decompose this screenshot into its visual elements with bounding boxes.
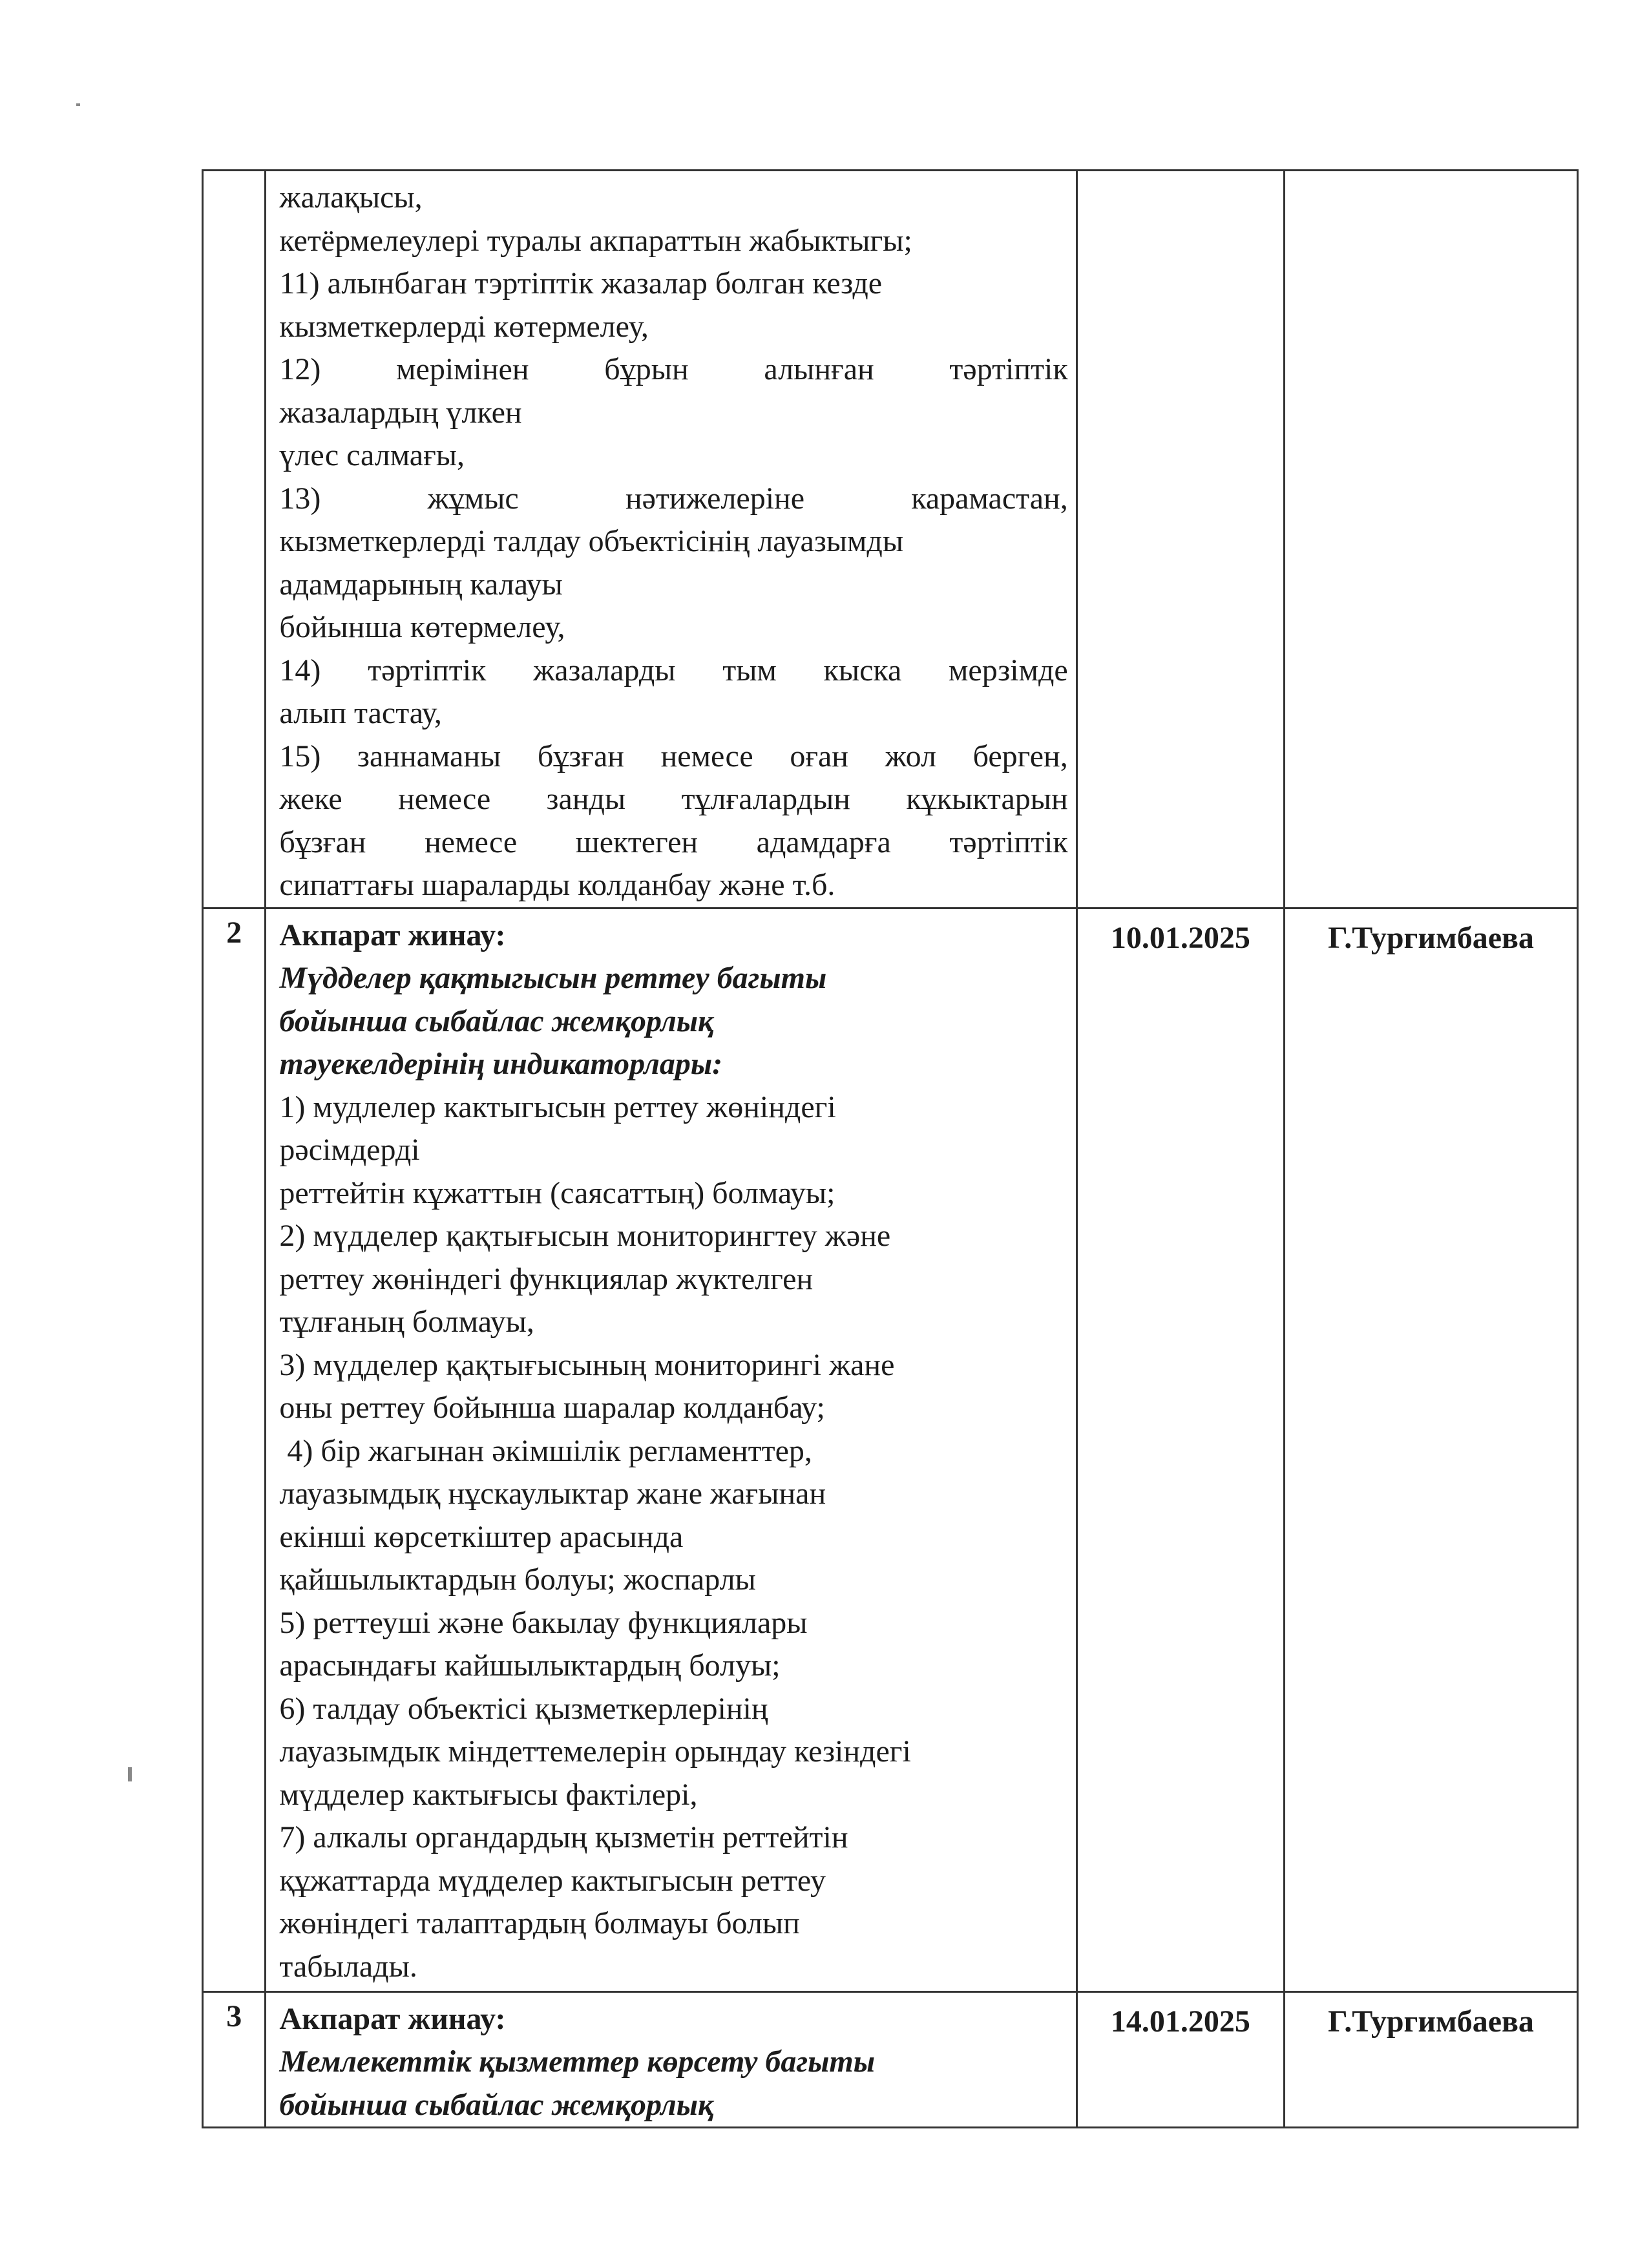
text-line: алып тастау,	[279, 696, 442, 730]
text-line: 5) реттеуші және бакылау функциялары	[279, 1605, 808, 1640]
responsible-person: Г.Тургимбаева	[1328, 920, 1534, 955]
text-line: 4) бір жагынан әкімшілік регламенттер,	[279, 1433, 812, 1468]
section-subheading: бойынша сыбайлас жемқорлық	[279, 1003, 714, 1038]
text-line: жалақысы,	[279, 180, 423, 215]
table-row	[203, 908, 1578, 1991]
text-line: адамдарының калауы	[279, 567, 563, 602]
responsible-cell	[1285, 1991, 1578, 2128]
section-subheading: Мүдделер қақтыгысын реттеу багыты	[279, 961, 827, 995]
row-number-cell	[203, 1991, 266, 2128]
deadline-date: 10.01.2025	[1110, 920, 1250, 955]
date-cell	[1077, 171, 1284, 908]
text-line: 11) алынбаган тэртіптік жазалар болган кезде	[279, 266, 883, 300]
deadline-date	[1078, 171, 1283, 179]
text-line: 6) талдау объектісі қызметкерлерінің	[279, 1691, 768, 1726]
text-line: арасындағы кайшылыктардың болуы;	[279, 1648, 781, 1683]
text-line: тұлғаның болмауы,	[279, 1305, 534, 1339]
row-number-cell	[203, 171, 266, 908]
text-line: 12) мерімінен бұрын алынған тәртіптік	[279, 352, 1068, 386]
text-line: 1) мудлелер кактыгысын реттеу жөніндегі	[279, 1089, 836, 1124]
text-line: 3) мүдделер қақтығысының мониторингі жане	[279, 1347, 895, 1382]
row-number	[204, 171, 264, 174]
text-line: 13) жұмыс нәтижелерiне карамастан,	[279, 481, 1068, 516]
text-line: 7) алкалы органдардың қызметін реттейтін	[279, 1820, 848, 1854]
text-line: реттеу жөніндегі функциялар жүктелген	[279, 1261, 814, 1296]
row-number: 2	[226, 915, 242, 950]
responsible-cell	[1285, 171, 1578, 908]
section-subheading: Мемлекеттік қызметтер көрсету багыты	[279, 2044, 876, 2079]
text-line: жеке немесе занды тұлғалардын кұкыктарын	[279, 782, 1068, 816]
text-line: 15) заннаманы бұзған немесе оған жол берген,	[279, 739, 1068, 773]
text-line: 2) мүдделер қақтығысын мониторингтеу және	[279, 1219, 891, 1253]
section-subheading: тәуекелдерінің индикаторлары:	[279, 1047, 723, 1081]
text-line: сипаттағы шараларды колданбау және т.б.	[279, 868, 835, 902]
description-cell	[266, 171, 1077, 908]
text-line: құжаттарда мүдделер кактыгысын реттеу	[279, 1863, 826, 1898]
text-line: мүдделер кактығысы фактілері,	[279, 1777, 698, 1812]
responsible-person: Г.Тургимбаева	[1328, 2004, 1534, 2039]
section-subheading: бойынша сыбайлас жемқорлық	[279, 2087, 714, 2122]
description-cell	[266, 908, 1077, 1991]
row-number: 3	[226, 1999, 242, 2033]
table-row	[203, 1991, 1578, 2128]
text-line: екінші көрсеткіштер арасында	[279, 1519, 684, 1554]
row-number-cell	[203, 908, 266, 1991]
text-line: лауазымдық нұскаулыктар жане жағынан	[279, 1476, 826, 1511]
plan-table	[202, 169, 1579, 2128]
description-cell	[266, 1991, 1077, 2128]
text-line: кетёрмелеулері туралы акпараттын жабыктыгы;	[279, 223, 912, 258]
text-line: жазалардың үлкен	[279, 395, 522, 430]
text-line: кызметкерлерді көтермелеу,	[279, 309, 649, 344]
text-line: кызметкерлерді талдау объектісінің лауазымды	[279, 524, 904, 558]
text-line: табылады.	[279, 1949, 417, 1984]
text-line: 14) тәртіптік жазаларды тым кыска мерзімде	[279, 653, 1068, 688]
section-heading: Акпарат жинау:	[279, 918, 506, 952]
date-cell	[1077, 908, 1284, 1991]
text-line: рәсімдерді	[279, 1133, 420, 1167]
section-heading: Акпарат жинау:	[279, 2001, 506, 2036]
scan-speck	[76, 103, 80, 106]
responsible-cell	[1285, 908, 1578, 1991]
text-line: қайшылыктардын болуы; жоспарлы	[279, 1562, 756, 1597]
date-cell	[1077, 1991, 1284, 2128]
text-line: оны реттеу бойынша шаралар колданбау;	[279, 1391, 825, 1425]
responsible-person	[1285, 171, 1577, 179]
scan-speck	[128, 1767, 132, 1781]
text-line: жөніндегі талаптардың болмауы болып	[279, 1906, 800, 1940]
text-line: лауазымдык міндеттемелерін орындау кезіндегі	[279, 1734, 911, 1769]
deadline-date: 14.01.2025	[1110, 2004, 1250, 2039]
text-line: үлес салмағы,	[279, 438, 465, 472]
text-line: бұзған немесе шектеген адамдарға тәртіптік	[279, 824, 1068, 859]
table-row	[203, 171, 1578, 908]
text-line: бойынша көтермелеу,	[279, 610, 565, 644]
text-line: реттейтін кұжаттын (саясаттың) болмауы;	[279, 1175, 835, 1210]
